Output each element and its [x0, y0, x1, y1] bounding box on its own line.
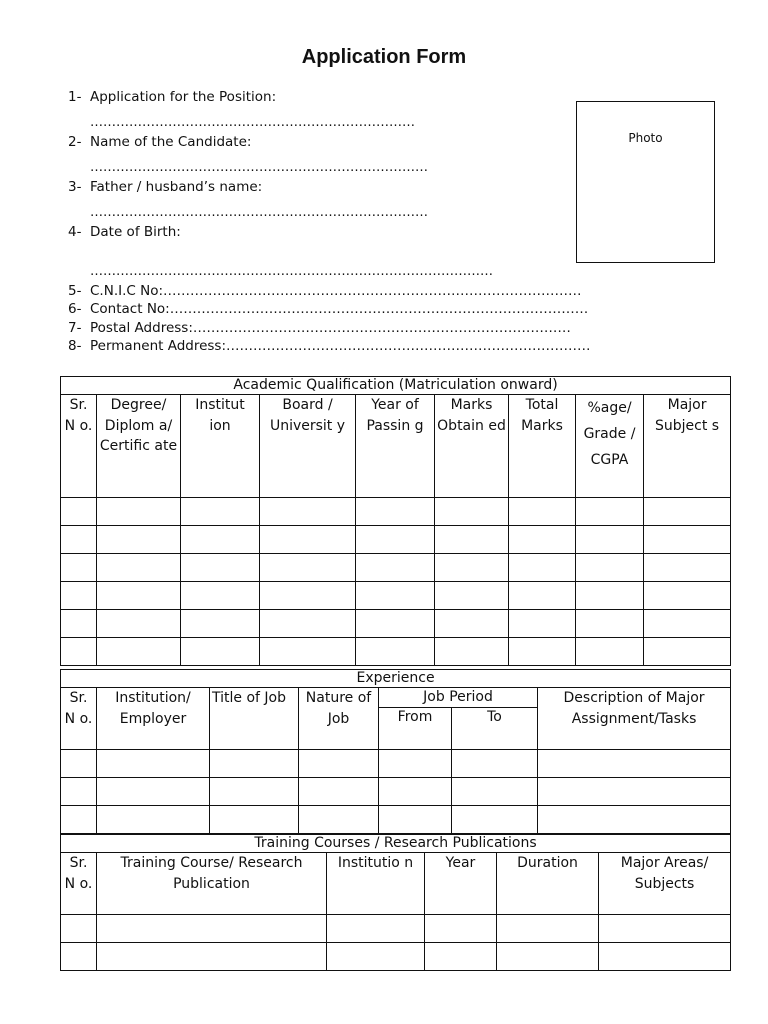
table-cell[interactable] — [181, 498, 260, 526]
table-cell[interactable] — [260, 582, 356, 610]
field-candidate-name-label — [68, 134, 251, 150]
table-row — [61, 526, 731, 554]
field-date-of-birth-input[interactable]: ………………………………………………………………………………… — [90, 265, 493, 279]
field-date-of-birth-label — [68, 224, 181, 240]
field-number: 6- — [68, 301, 82, 317]
table-cell[interactable] — [97, 498, 181, 526]
table-row — [61, 582, 731, 610]
table-cell[interactable] — [538, 778, 731, 806]
table-cell[interactable] — [97, 778, 210, 806]
field-label: Father / husband’s name: — [90, 179, 263, 195]
table-cell[interactable] — [452, 778, 538, 806]
column-header: Institut ion — [181, 395, 260, 498]
field-postal-address — [68, 320, 713, 336]
table-cell[interactable] — [576, 498, 644, 526]
table-cell[interactable] — [61, 806, 97, 834]
table-cell[interactable] — [644, 498, 731, 526]
table-cell[interactable] — [538, 750, 731, 778]
table-cell[interactable] — [97, 526, 181, 554]
table-cell[interactable] — [61, 943, 97, 971]
table-cell[interactable] — [61, 915, 97, 943]
field-position-input[interactable]: ………………………………………………………………… — [90, 116, 415, 130]
column-header: Institution/ Employer — [97, 688, 210, 750]
form-title: Application Form — [301, 46, 467, 68]
field-cnic-input[interactable]: ………………………………………………………………………………… — [163, 283, 582, 299]
table-cell[interactable] — [181, 554, 260, 582]
table-cell[interactable] — [299, 750, 379, 778]
field-number: 5- — [68, 283, 82, 299]
photo-box — [576, 101, 715, 263]
table-cell[interactable] — [576, 582, 644, 610]
table-cell[interactable] — [97, 610, 181, 638]
table-cell[interactable] — [644, 526, 731, 554]
table-cell[interactable] — [61, 582, 97, 610]
table-row — [61, 750, 731, 778]
field-number: 4- — [68, 224, 82, 240]
table-cell[interactable] — [260, 610, 356, 638]
table-cell[interactable] — [435, 638, 509, 666]
table-cell[interactable] — [576, 554, 644, 582]
table-cell[interactable] — [61, 610, 97, 638]
table-row — [61, 806, 731, 834]
field-position-label — [68, 89, 276, 105]
table-cell[interactable] — [452, 806, 538, 834]
column-header: Title of Job — [210, 688, 299, 750]
table-row — [61, 554, 731, 582]
table-cell[interactable] — [97, 638, 181, 666]
table-cell[interactable] — [299, 778, 379, 806]
column-header: %age/ Grade / CGPA — [576, 395, 644, 498]
table-cell[interactable] — [509, 526, 576, 554]
column-header: To — [452, 708, 538, 750]
table-cell[interactable] — [509, 582, 576, 610]
field-candidate-name-input[interactable]: …………………………………………………………………… — [90, 161, 428, 175]
column-header: Marks Obtain ed — [435, 395, 509, 498]
table-row — [61, 915, 731, 943]
training-table — [60, 834, 731, 971]
table-cell[interactable] — [97, 750, 210, 778]
table-cell[interactable] — [61, 750, 97, 778]
table-cell[interactable] — [97, 554, 181, 582]
table-cell[interactable] — [260, 526, 356, 554]
table-row — [61, 610, 731, 638]
column-header: Duration — [497, 853, 599, 915]
table-cell[interactable] — [425, 915, 497, 943]
table-cell[interactable] — [61, 778, 97, 806]
field-contact-no-input[interactable]: ………………………………………………………………………………… — [169, 301, 589, 317]
column-header: Year — [425, 853, 497, 915]
training-title: Training Courses / Research Publications — [61, 835, 731, 853]
table-cell[interactable] — [576, 638, 644, 666]
column-header: Total Marks — [509, 395, 576, 498]
table-cell[interactable] — [538, 806, 731, 834]
field-label: Application for the Position: — [90, 89, 277, 105]
column-header: Degree/ Diplom a/ Certific ate — [97, 395, 181, 498]
table-cell[interactable] — [97, 915, 327, 943]
field-permanent-address-input[interactable]: ……………………………………………………………………… — [226, 338, 591, 354]
field-label: Date of Birth: — [90, 224, 181, 240]
field-label: Contact No: — [90, 301, 170, 317]
table-cell[interactable] — [181, 526, 260, 554]
column-header: Major Subject s — [644, 395, 731, 498]
table-cell[interactable] — [509, 638, 576, 666]
table-cell[interactable] — [425, 943, 497, 971]
field-father-husband-name-input[interactable]: …………………………………………………………………… — [90, 206, 428, 220]
table-row — [61, 778, 731, 806]
column-header: Board / Universit y — [260, 395, 356, 498]
field-label: C.N.I.C No: — [90, 283, 164, 299]
column-header: Sr. N o. — [61, 853, 97, 915]
table-cell[interactable] — [356, 582, 435, 610]
table-cell[interactable] — [210, 806, 299, 834]
table-cell[interactable] — [644, 610, 731, 638]
table-cell[interactable] — [260, 554, 356, 582]
field-label: Permanent Address: — [90, 338, 227, 354]
table-cell[interactable] — [61, 638, 97, 666]
table-cell[interactable] — [210, 750, 299, 778]
field-label: Name of the Candidate: — [90, 134, 252, 150]
table-cell[interactable] — [61, 526, 97, 554]
table-cell[interactable] — [181, 610, 260, 638]
table-cell[interactable] — [97, 806, 210, 834]
academic-title: Academic Qualification (Matriculation onward) — [61, 377, 731, 395]
column-header: Year of Passin g — [356, 395, 435, 498]
table-cell[interactable] — [452, 750, 538, 778]
column-header: Job Period — [379, 688, 538, 708]
field-number: 2- — [68, 134, 82, 150]
table-cell[interactable] — [97, 582, 181, 610]
column-header: Institutio n — [327, 853, 425, 915]
table-cell[interactable] — [497, 943, 599, 971]
column-header: Training Course/ Research Publication — [97, 853, 327, 915]
table-cell[interactable] — [327, 943, 425, 971]
table-cell[interactable] — [61, 554, 97, 582]
table-cell[interactable] — [379, 750, 452, 778]
table-cell[interactable] — [435, 526, 509, 554]
column-header: Major Areas/ Subjects — [599, 853, 731, 915]
table-cell[interactable] — [210, 778, 299, 806]
table-cell[interactable] — [576, 610, 644, 638]
table-cell[interactable] — [181, 638, 260, 666]
field-number: 3- — [68, 179, 82, 195]
academic-table — [60, 376, 731, 666]
field-cnic — [68, 283, 718, 299]
table-cell[interactable] — [356, 610, 435, 638]
column-header: Sr. N o. — [61, 395, 97, 498]
table-cell[interactable] — [435, 582, 509, 610]
field-postal-address-input[interactable]: ………………………………………………………………………… — [192, 320, 571, 336]
table-row — [61, 943, 731, 971]
photo-label: Photo — [628, 131, 663, 145]
table-cell[interactable] — [181, 582, 260, 610]
table-cell[interactable] — [379, 778, 452, 806]
table-cell[interactable] — [644, 554, 731, 582]
table-cell[interactable] — [379, 806, 452, 834]
field-permanent-address — [68, 338, 704, 354]
column-header: Sr. N o. — [61, 688, 97, 750]
column-header: Nature of Job — [299, 688, 379, 750]
table-cell[interactable] — [644, 582, 731, 610]
table-cell[interactable] — [97, 943, 327, 971]
table-row — [61, 498, 731, 526]
column-header: Description of Major Assignment/Tasks — [538, 688, 731, 750]
table-cell[interactable] — [435, 610, 509, 638]
field-number: 7- — [68, 320, 82, 336]
table-cell[interactable] — [599, 915, 731, 943]
table-cell[interactable] — [599, 943, 731, 971]
experience-title: Experience — [61, 670, 731, 688]
table-cell[interactable] — [356, 526, 435, 554]
table-cell[interactable] — [497, 915, 599, 943]
table-cell[interactable] — [509, 610, 576, 638]
table-row — [61, 638, 731, 666]
table-cell[interactable] — [260, 498, 356, 526]
field-number: 1- — [68, 89, 82, 105]
table-cell[interactable] — [509, 498, 576, 526]
field-number: 8- — [68, 338, 82, 354]
field-label: Postal Address: — [90, 320, 193, 336]
table-cell[interactable] — [356, 638, 435, 666]
table-cell[interactable] — [509, 554, 576, 582]
table-cell[interactable] — [435, 498, 509, 526]
experience-table — [60, 669, 731, 834]
table-cell[interactable] — [435, 554, 509, 582]
table-cell[interactable] — [576, 526, 644, 554]
table-cell[interactable] — [299, 806, 379, 834]
table-cell[interactable] — [644, 638, 731, 666]
table-cell[interactable] — [260, 638, 356, 666]
field-contact-no — [68, 301, 716, 317]
table-cell[interactable] — [356, 498, 435, 526]
field-father-husband-name-label — [68, 179, 262, 195]
table-cell[interactable] — [356, 554, 435, 582]
table-cell[interactable] — [61, 498, 97, 526]
table-cell[interactable] — [327, 915, 425, 943]
column-header: From — [379, 708, 452, 750]
